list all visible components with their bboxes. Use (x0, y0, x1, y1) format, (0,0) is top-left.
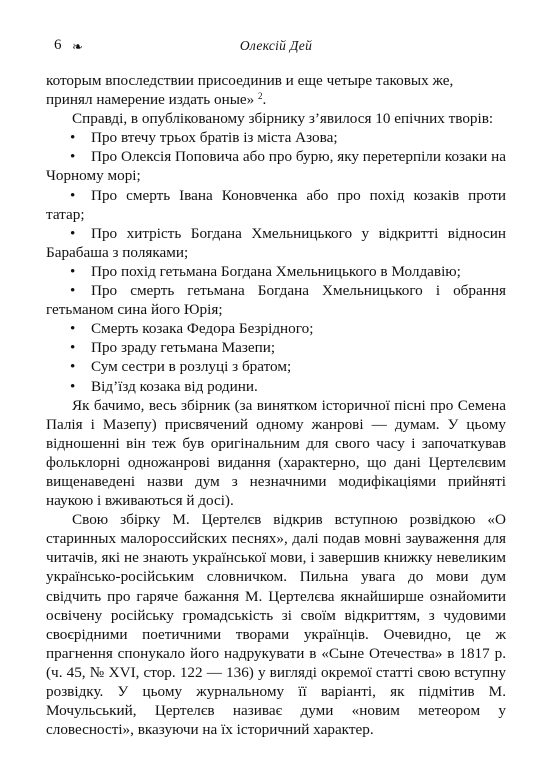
list-item-text: Про зраду гетьмана Мазепи; (91, 339, 276, 357)
page-number: 6 (54, 37, 62, 53)
list-item (46, 128, 506, 147)
footnote-marker: 2 (258, 91, 263, 102)
list-item (46, 377, 506, 396)
body-paragraph: Свою збірку М. Цертелєв відкрив вступною розвідкою «О старинных малороссийских песнях», далі подав мовні зауваження для читачів, які не знають української мови, і завершив книжку невеликим українсько-російським словничком. Пильна увага до мови дум свідчить про гаряче бажання М. Цертелєва якнайширше ознайомити освічену російську громадськість зі своїм відкриттям, з чудовими своєрідними поетичними творами українців. Очевидно, це ж прагнення спонукало його надрукувати в «Сыне Отечества» в 1817 р. (ч. 45, № XVI, стор. 122 — 136) у вигляді окремої статті свою вступну розвідку. У цьому журнальному її варіанті, як підмітив М. Мочульський, Цертелєв називає думи «новим метеором у словесності», вказуючи на їх історичний характер. (46, 511, 506, 739)
list-item (46, 224, 506, 262)
bullet-icon: • (70, 358, 76, 376)
list-intro: Справді, в опублікованому збірнику з’явилося 10 епічних творів: (72, 110, 494, 128)
bullet-icon: • (70, 186, 76, 204)
bullet-icon: • (70, 262, 76, 280)
running-head-author: Олексій Дей (239, 38, 313, 53)
footnote-punctuation: . (262, 91, 267, 109)
page-body (46, 71, 506, 739)
list-item (46, 262, 506, 281)
bullet-icon: • (70, 148, 76, 166)
quote-continuation (46, 71, 506, 109)
list-item (46, 338, 506, 357)
list-item-text: Сум сестри в розлуці з братом; (91, 358, 292, 376)
list-item-text: Смерть козака Федора Безрідного; (91, 320, 314, 338)
list-item (46, 319, 506, 338)
list-item (46, 357, 506, 376)
list-item-text: Про смерть Івана Коновченка або про похід козаків проти татар; (46, 186, 506, 223)
bullet-icon: • (70, 377, 76, 395)
list-item-text: Про втечу трьох братів із міста Азова; (91, 129, 338, 147)
list-item-text: Про похід гетьмана Богдана Хмельницького в Молдавію; (91, 262, 461, 280)
bullet-icon: • (70, 129, 76, 147)
quote-line-1: которым впоследствии присоединив и еще четыре таковых же, (46, 72, 454, 89)
body-paragraph: Як бачимо, весь збірник (за винятком історичної пісні про Семена Палія і Мазепу) присвячений одному жанрові — думам. У цьому відношенні він теж був оригінальним для свого часу і започаткував фольклорні одножанрові видання (характерно, що дані Цертелєвим вищенаведені назви дум з незначними модифікаціями прийняті наукою і вживаються й досі). (46, 396, 506, 510)
list-item (46, 281, 506, 319)
list-item-text: Про смерть гетьмана Богдана Хмельницького і обрання гетьманом сина його Юрія; (46, 282, 506, 319)
bullet-icon: • (70, 320, 76, 338)
fleuron-ornament-icon: ❧ (72, 39, 83, 54)
quote-line-2: принял намерение издать оные» (46, 91, 259, 109)
list-item (46, 147, 506, 185)
list-item-text: Про Олексія Поповича або про бурю, яку перетерпіли козаки на Чорному морі; (46, 148, 506, 185)
epic-works-list (46, 128, 506, 395)
bullet-icon: • (70, 224, 76, 242)
bullet-icon: • (70, 282, 76, 300)
list-item (46, 186, 506, 224)
page-header (46, 36, 506, 58)
list-item-text: Про хитрість Богдана Хмельницького у відкритті відносин Барабаша з поляками; (46, 224, 506, 261)
list-item-text: Від’їзд козака від родини. (91, 377, 258, 395)
bullet-icon: • (70, 339, 76, 357)
